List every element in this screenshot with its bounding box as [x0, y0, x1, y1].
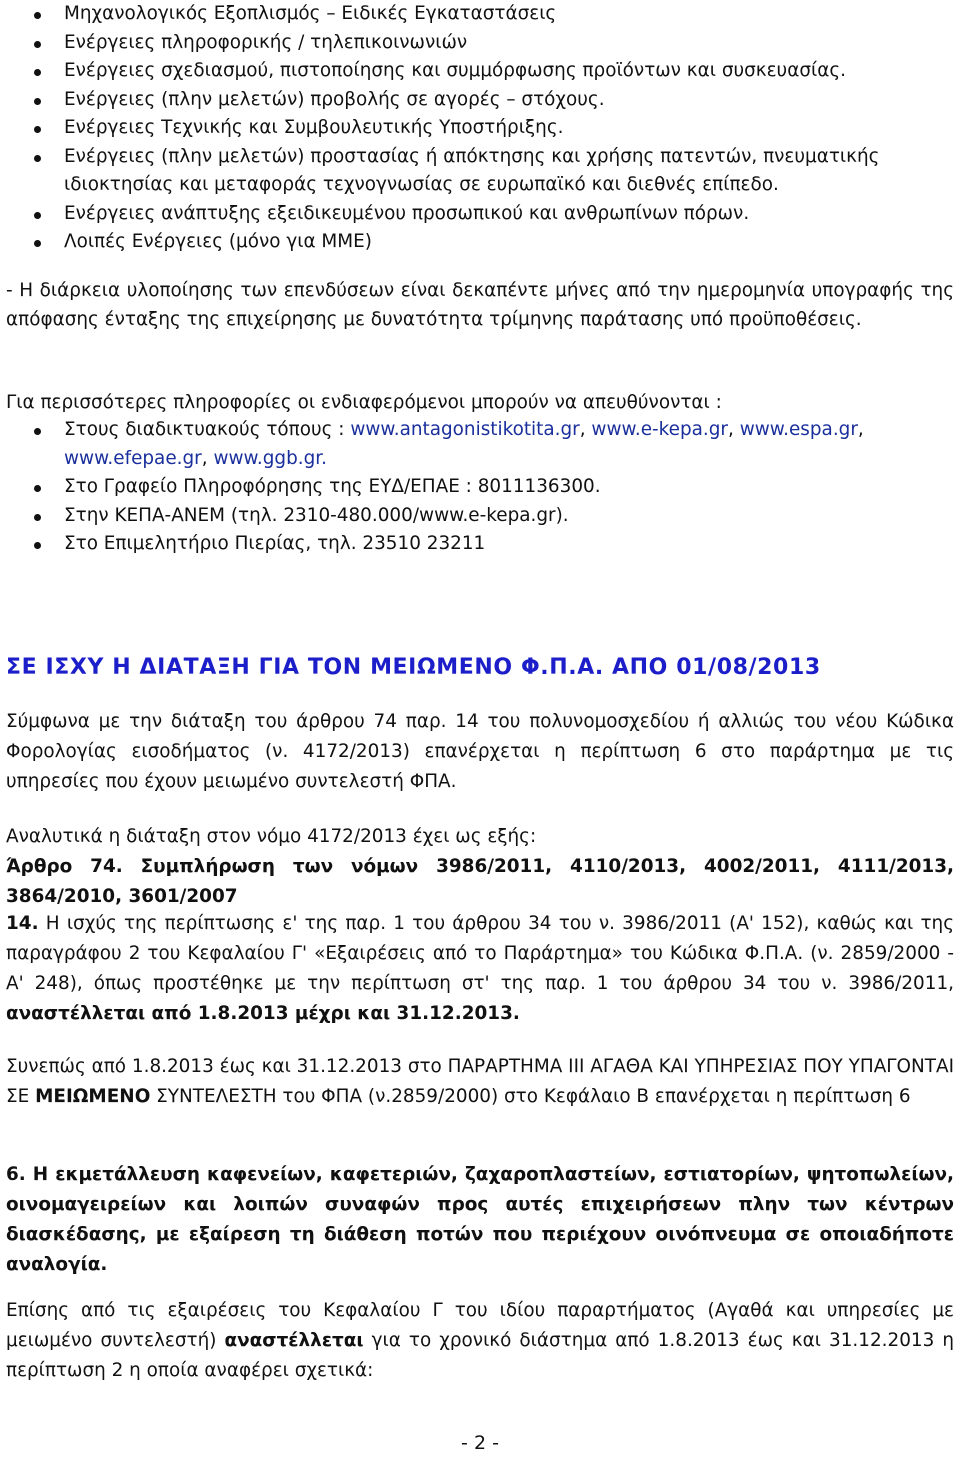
list-item: Ενέργειες σχεδιασμού, πιστοποίησης και συμμόρφωσης προϊόντων και συσκευασίας.	[6, 57, 954, 86]
link-antagonistikotita[interactable]: www.antagonistikotita.gr	[350, 419, 580, 440]
bullet-icon	[34, 240, 41, 247]
case-6-paragraph: 6. Η εκμετάλλευση καφενείων, καφετεριών, ζαχαροπλαστείων, εστιατορίων, ψητοπωλείων, οινομαγειρείων και λοιπών συναφών προς αυτές επιχειρήσεων πλην των κέντρων διασκέδασης, με εξαίρεση τη διάθεση ποτών που περιέχουν οινόπνευμα σε οποιαδήποτε αναλογία.	[6, 1164, 954, 1275]
list-item: Στο Γραφείο Πληροφόρησης της ΕΥΔ/ΕΠΑΕ : 8011136300.	[6, 473, 954, 502]
accord-paragraph: Σύμφωνα με την διάταξη του άρθρου 74 παρ. 14 του πολυνομοσχεδίου ή αλλιώς του νέου Κώδικα Φορολογίας εισοδήματος (ν. 4172/2013) επανέρχεται η περίπτωση 6 στο παράρτημα με τις υπηρεσίες που έχουν μειωμένο συντελεστή ΦΠΑ.	[6, 711, 954, 792]
detail-paragraph: Αναλυτικά η διάταξη στον νόμο 4172/2013 έχει ως εξής:	[6, 826, 537, 847]
bullet-icon	[34, 155, 41, 162]
list-item: Στους διαδικτυακούς τόπους : www.antagonistikotita.gr, www.e-kepa.gr, www.espa.gr, www.efepae.gr, www.ggb.gr.	[6, 416, 954, 473]
bullet-icon	[34, 212, 41, 219]
also-paragraph: Επίσης από τις εξαιρέσεις του Κεφαλαίου Γ του ιδίου παραρτήματος (Αγαθά και υπηρεσίες με μειωμένο συντελεστή) αναστέλλεται για το χρονικό διάστημα από 1.8.2013 έως και 31.12.2013 η περίπτωση 2 η οποία αναφέρει σχετικά:	[6, 1300, 954, 1381]
list-item: Ενέργειες (πλην μελετών) προβολής σε αγορές – στόχους.	[6, 86, 954, 115]
link-espa[interactable]: www.espa.gr	[739, 419, 858, 440]
list-item: Στο Επιμελητήριο Πιερίας, τηλ. 23510 23211	[6, 530, 954, 559]
list-item: Ενέργειες Τεχνικής και Συμβουλευτικής Υποστήριξης.	[6, 114, 954, 143]
list-item: Ενέργειες ανάπτυξης εξειδικευμένου προσωπικού και ανθρωπίνων πόρων.	[6, 200, 954, 229]
bullet-icon	[34, 69, 41, 76]
list-item: Ενέργειες (πλην μελετών) προστασίας ή απόκτησης και χρήσης πατεντών, πνευματικής ιδιοκτησίας και μεταφοράς τεχνογνωσίας σε ευρωπαϊκό και διεθνές επίπεδο.	[6, 143, 954, 200]
bullet-icon	[34, 428, 41, 435]
link-e-kepa[interactable]: www.e-kepa.gr	[591, 419, 728, 440]
article-title: Άρθρο 74. Συμπλήρωση των νόμων 3986/2011, 4110/2013, 4002/2011, 4111/2013, 3864/2010, 3601/2007	[6, 856, 955, 907]
list-item: Μηχανολογικός Εξοπλισμός – Ειδικές Εγκαταστάσεις	[6, 0, 954, 29]
duration-paragraph: - Η διάρκεια υλοποίησης των επενδύσεων είναι δεκαπέντε μήνες από την ημερομηνία υπογραφής της απόφασης ένταξης της επιχείρησης με δυνατότητα τρίμηνης παράτασης υπό προϋποθέσεις.	[6, 280, 954, 330]
link-ggb[interactable]: www.ggb.gr.	[213, 447, 327, 469]
bullet-icon	[34, 514, 41, 521]
list-item: Στην ΚΕΠΑ-ΑΝΕΜ (τηλ. 2310-480.000/www.e-kepa.gr).	[6, 502, 954, 531]
page-number: - 2 -	[461, 1432, 499, 1454]
article-text: 14. Η ισχύς της περίπτωσης ε' της παρ. 1 του άρθρου 34 του ν. 3986/2011 (Α' 152), καθώς και της παραγράφου 2 του Κεφαλαίου Γ' «Εξαιρέσεις από το Παράρτημα» του Κώδικα Φ.Π.Α. (ν. 2859/2000 - Α' 248), όπως προστέθηκε με την περίπτωση στ' της παρ. 1 του άρθρου 34 του ν. 3986/2011, αναστέλλεται από 1.8.2013 μέχρι και 31.12.2013.	[6, 913, 954, 1024]
consequent-paragraph: Συνεπώς από 1.8.2013 έως και 31.12.2013 στο ΠΑΡΑΡΤΗΜΑ ΙΙΙ ΑΓΑΘΑ ΚΑΙ ΥΠΗΡΕΣΙΑΣ ΠΟΥ ΥΠΑΓΟΝΤΑΙ ΣΕ ΜΕΙΩΜΕΝΟ ΣΥΝΤΕΛΕΣΤΗ του ΦΠΑ (ν.2859/2000) στο Κεφάλαιο Β επανέρχεται η περίπτωση 6	[6, 1056, 954, 1107]
section-heading: ΣΕ ΙΣΧΥ Η ΔΙΑΤΑΞΗ ΓΙΑ ΤΟΝ ΜΕΙΩΜΕΝΟ Φ.Π.Α. ΑΠΟ 01/08/2013	[6, 655, 821, 680]
link-efepae[interactable]: www.efepae.gr	[64, 447, 202, 469]
list-item: Ενέργειες πληροφορικής / τηλεπικοινωνιών	[6, 29, 954, 58]
bullet-icon	[34, 126, 41, 133]
bullet-icon	[34, 542, 41, 549]
activities-list	[6, 0, 954, 257]
info-intro: Για περισσότερες πληροφορίες οι ενδιαφερόμενοι μπορούν να απευθύνονται :	[6, 392, 722, 413]
bullet-icon	[34, 485, 41, 492]
bullet-icon	[34, 12, 41, 19]
bullet-icon	[34, 41, 41, 48]
bullet-icon	[34, 98, 41, 105]
list-item: Λοιπές Ενέργειες (μόνο για ΜΜΕ)	[6, 228, 954, 257]
contacts-list	[6, 416, 954, 559]
